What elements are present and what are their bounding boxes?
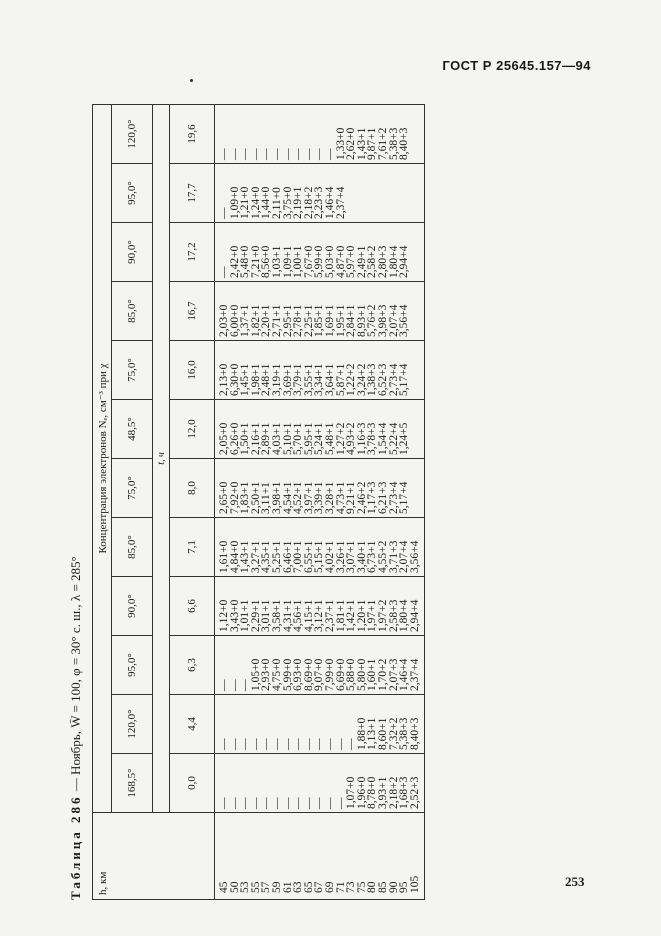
chi-header: 120,0° — [112, 105, 153, 164]
cell-value: 2,78+1 — [292, 304, 305, 337]
height-value: 90 — [387, 881, 400, 893]
cell-value: 5,38+3 — [387, 127, 400, 160]
cell-value: 3,01+1 — [260, 599, 273, 632]
cell-value: 2,23+3 — [313, 186, 326, 219]
data-column — [215, 282, 425, 341]
page-number: 253 — [565, 874, 585, 889]
cell-value: 5,17+4 — [398, 481, 411, 514]
h-column-header: h, км — [93, 813, 215, 900]
cell-value: 2,07+4 — [398, 540, 411, 573]
cell-value: — — [218, 797, 230, 809]
cell-value: 1,45+1 — [239, 363, 252, 396]
cell-value: 6,55+1 — [302, 540, 315, 573]
cell-value: — — [218, 738, 230, 750]
time-value: 6,6 — [170, 577, 215, 636]
cell-value: 1,69+1 — [323, 304, 336, 337]
cell-value: 3,27+1 — [249, 540, 262, 573]
cell-value: — — [260, 797, 273, 809]
cell-value: 3,64+1 — [323, 363, 336, 396]
cell-value: 1,95+1 — [334, 304, 347, 337]
time-label-row — [153, 105, 170, 900]
cell-value: 4,84+0 — [228, 540, 241, 573]
cell-value: 3,34+1 — [313, 363, 326, 396]
cell-value: 3,28+1 — [323, 481, 336, 514]
cell-value: 1,46+4 — [323, 186, 336, 219]
data-column — [215, 636, 425, 695]
cell-value: 3,56+4 — [408, 540, 421, 573]
chi-header: 85,0° — [112, 282, 153, 341]
cell-value: 4,87+0 — [334, 245, 347, 278]
cell-value: 1,24+5 — [398, 422, 411, 455]
cell-value: 9,21+1 — [345, 481, 358, 514]
chi-header: 75,0° — [112, 459, 153, 518]
height-column — [215, 813, 425, 900]
cell-value: 2,73+4 — [387, 363, 400, 396]
cell-value: — — [218, 679, 230, 691]
cell-value: — — [281, 738, 294, 750]
header-row-concentration — [93, 105, 112, 900]
cell-value: — — [313, 738, 326, 750]
caption-text: — Ноябрь, W̄ = 100, φ = 30° с. ш., λ = 285° — [68, 556, 83, 795]
cell-value: 2,80+3 — [376, 245, 389, 278]
cell-value: 3,79+1 — [292, 363, 305, 396]
chi-header: 95,0° — [112, 636, 153, 695]
cell-value: 3,43+0 — [228, 599, 241, 632]
cell-value: 1,38+3 — [366, 363, 379, 396]
cell-value: 1,61+0 — [218, 540, 230, 573]
cell-value: 3,56+4 — [398, 304, 411, 337]
cell-value: 2,49+1 — [355, 245, 368, 278]
cell-value: 4,73+1 — [334, 481, 347, 514]
cell-value: — — [239, 679, 252, 691]
time-row — [170, 105, 215, 900]
cell-value: 5,10+1 — [281, 422, 294, 455]
cell-value: — — [270, 148, 283, 160]
cell-value: 1,16+3 — [355, 422, 368, 455]
cell-value: 1,98+1 — [249, 363, 262, 396]
height-value: 65 — [302, 881, 315, 893]
cell-value: 6,52+3 — [376, 363, 389, 396]
cell-value: 1,80+4 — [398, 599, 411, 632]
cell-value: 1,00+1 — [292, 245, 305, 278]
cell-value: 3,97+1 — [302, 481, 315, 514]
cell-value: 3,12+1 — [313, 599, 326, 632]
cell-value: 3,24+2 — [355, 363, 368, 396]
chi-header: 95,0° — [112, 164, 153, 223]
cell-value: — — [218, 207, 230, 219]
cell-value: 7,99+0 — [323, 658, 336, 691]
cell-value: 4,54+1 — [281, 481, 294, 514]
cell-value — [389, 167, 400, 219]
cell-value: 3,78+3 — [366, 422, 379, 455]
cell-value: 1,97+1 — [366, 599, 379, 632]
cell-value: 2,37+4 — [334, 186, 347, 219]
cell-value: 7,61+2 — [376, 127, 389, 160]
cell-value: 8,40+3 — [398, 127, 411, 160]
cell-value: — — [334, 738, 347, 750]
cell-value: 7,32+2 — [387, 717, 400, 750]
time-value: 16,7 — [170, 282, 215, 341]
data-column — [215, 341, 425, 400]
cell-value: 1,20+1 — [355, 599, 368, 632]
cell-value: 1,01+1 — [239, 599, 252, 632]
cell-value: — — [323, 148, 336, 160]
cell-value: 2,89+1 — [260, 422, 273, 455]
cell-value: 1,24+0 — [249, 186, 262, 219]
data-table — [92, 104, 425, 900]
chi-header: 168,5° — [112, 754, 153, 813]
cell-value: 5,80+0 — [355, 658, 368, 691]
cell-value: 7,21+0 — [249, 245, 262, 278]
cell-value: — — [228, 738, 241, 750]
height-value: 75 — [355, 881, 368, 893]
cell-value: 3,26+1 — [334, 540, 347, 573]
cell-value: 4,55+2 — [376, 540, 389, 573]
cell-value: 8,69+0 — [302, 658, 315, 691]
cell-value: 3,98+3 — [376, 304, 389, 337]
height-value: 105 — [408, 875, 421, 893]
data-column — [215, 400, 425, 459]
cell-value: 7,00+1 — [292, 540, 305, 573]
data-column — [215, 695, 425, 754]
cell-value: 4,02+1 — [323, 540, 336, 573]
height-value: 61 — [281, 881, 294, 893]
data-column — [215, 577, 425, 636]
cell-value: 1,37+1 — [239, 304, 252, 337]
cell-value: 2,07+3 — [387, 658, 400, 691]
cell-value: 9,87+1 — [366, 127, 379, 160]
cell-value: — — [218, 148, 230, 160]
cell-value: 5,03+0 — [323, 245, 336, 278]
cell-value: 2,48+1 — [260, 363, 273, 396]
cell-value: 6,46+1 — [281, 540, 294, 573]
cell-value: 6,21+3 — [376, 481, 389, 514]
cell-value: 5,48+1 — [323, 422, 336, 455]
cell-value: 1,09+0 — [228, 186, 241, 219]
chi-header: 90,0° — [112, 577, 153, 636]
cell-value: 3,98+1 — [270, 481, 283, 514]
cell-value: 2,11+0 — [270, 187, 283, 219]
cell-value: — — [249, 738, 262, 750]
cell-value — [367, 167, 378, 219]
cell-value — [357, 167, 368, 219]
cell-value: 1,96+0 — [355, 776, 368, 809]
cell-value: 2,46+2 — [355, 481, 368, 514]
cell-value: 3,58+1 — [270, 599, 283, 632]
cell-value: 5,70+1 — [292, 422, 305, 455]
height-value: 67 — [313, 881, 326, 893]
cell-value: — — [260, 738, 273, 750]
cell-value: 5,99+0 — [313, 245, 326, 278]
data-column — [215, 518, 425, 577]
cell-value: 5,17+4 — [398, 363, 411, 396]
cell-value: 1,17+3 — [366, 481, 379, 514]
time-value: 16,0 — [170, 341, 215, 400]
table-caption — [68, 556, 84, 900]
cell-value: — — [323, 738, 336, 750]
cell-value: 2,19+1 — [292, 186, 305, 219]
cell-value: 6,30+0 — [228, 363, 241, 396]
time-value: 12,0 — [170, 400, 215, 459]
cell-value: 5,99+0 — [281, 658, 294, 691]
cell-value: — — [292, 148, 305, 160]
cell-value: 5,76+2 — [366, 304, 379, 337]
time-value: 7,1 — [170, 518, 215, 577]
cell-value: 2,16+1 — [249, 422, 262, 455]
cell-value: 3,93+1 — [376, 776, 389, 809]
cell-value: 8,93+1 — [355, 304, 368, 337]
cell-value: 1,83+1 — [239, 481, 252, 514]
cell-value: 1,81+1 — [334, 599, 347, 632]
height-value: 85 — [376, 881, 389, 893]
cell-value: — — [302, 797, 315, 809]
cell-value: — — [302, 148, 315, 160]
height-value: 57 — [260, 881, 273, 893]
cell-value — [378, 167, 389, 219]
cell-value: — — [270, 738, 283, 750]
cell-value: 2,03+0 — [218, 304, 230, 337]
cell-value: 5,95+1 — [302, 422, 315, 455]
cell-value: 2,84+1 — [345, 304, 358, 337]
cell-value: 3,71+3 — [387, 540, 400, 573]
cell-value: 3,75+0 — [281, 186, 294, 219]
cell-value: 4,15+1 — [302, 599, 315, 632]
cell-value: 2,94+4 — [398, 245, 411, 278]
height-value: 71 — [334, 881, 347, 893]
cell-value: 1,21+0 — [239, 186, 252, 219]
cell-value: 5,22+4 — [387, 422, 400, 455]
cell-value: 1,80+4 — [387, 245, 400, 278]
cell-value: 1,05+0 — [249, 658, 262, 691]
cell-value: 3,07+1 — [345, 540, 358, 573]
cell-value — [346, 167, 357, 219]
cell-value: 1,50+1 — [239, 422, 252, 455]
cell-value: 1,07+0 — [345, 776, 358, 809]
height-value: 50 — [228, 881, 241, 893]
cell-value: 3,40+1 — [355, 540, 368, 573]
cell-value: 2,25+1 — [302, 304, 315, 337]
data-column — [215, 754, 425, 813]
cell-value: 1,54+4 — [376, 422, 389, 455]
chi-header: 90,0° — [112, 223, 153, 282]
cell-value — [410, 403, 421, 455]
cell-value: 1,03+1 — [270, 245, 283, 278]
cell-value — [410, 167, 421, 219]
data-column — [215, 105, 425, 164]
cell-value: 1,88+0 — [355, 717, 368, 750]
height-value: 53 — [239, 881, 252, 893]
cell-value: 6,69+0 — [334, 658, 347, 691]
cell-value: 7,67+0 — [302, 245, 315, 278]
cell-value: — — [334, 797, 347, 809]
cell-value: 6,93+0 — [292, 658, 305, 691]
cell-value: — — [313, 797, 326, 809]
data-column — [215, 223, 425, 282]
cell-value: 9,07+0 — [313, 658, 326, 691]
cell-value: 2,37+4 — [408, 658, 421, 691]
chi-header: 75,0° — [112, 341, 153, 400]
cell-value: — — [249, 148, 262, 160]
cell-value — [410, 226, 421, 278]
cell-value: 5,87+1 — [334, 363, 347, 396]
cell-value: 4,31+1 — [281, 599, 294, 632]
cell-value: 2,52+3 — [408, 776, 421, 809]
time-value: 4,4 — [170, 695, 215, 754]
cell-value: 5,48+0 — [239, 245, 252, 278]
cell-value: 2,37+1 — [323, 599, 336, 632]
cell-value: 2,05+0 — [218, 422, 230, 455]
cell-value: 1,60+1 — [366, 658, 379, 691]
chi-header: 120,0° — [112, 695, 153, 754]
cell-value: 2,93+0 — [260, 658, 273, 691]
cell-value: 2,42+0 — [228, 245, 241, 278]
cell-value — [410, 344, 421, 396]
height-value: 55 — [249, 881, 262, 893]
cell-value: 5,24+1 — [313, 422, 326, 455]
cell-value: 3,19+1 — [270, 363, 283, 396]
data-column — [215, 164, 425, 223]
standard-header: ГОСТ Р 25645.157—94 — [442, 58, 591, 73]
cell-value: — — [218, 266, 230, 278]
time-value: 19,6 — [170, 105, 215, 164]
rotated-content — [60, 40, 620, 900]
cell-value: 2,94+4 — [408, 599, 421, 632]
cell-value: 2,13+0 — [218, 363, 230, 396]
cell-value: 2,20+1 — [260, 304, 273, 337]
cell-value: 3,39+1 — [313, 481, 326, 514]
cell-value: 1,68+3 — [398, 776, 411, 809]
cell-value: — — [249, 797, 262, 809]
height-value: 63 — [292, 881, 305, 893]
chi-row — [112, 105, 153, 900]
cell-value: 6,00+0 — [228, 304, 241, 337]
cell-value: 5,25+1 — [270, 540, 283, 573]
cell-value: 8,56+0 — [260, 245, 273, 278]
cell-value: 3,11+1 — [260, 482, 273, 514]
height-value: 45 — [218, 881, 230, 893]
cell-value: — — [313, 148, 326, 160]
time-label: t, ч — [153, 105, 170, 813]
cell-value: 1,44+0 — [260, 186, 273, 219]
cell-value: — — [228, 148, 241, 160]
cell-value: 2,58+3 — [387, 599, 400, 632]
cell-value: 2,73+4 — [387, 481, 400, 514]
chi-header: 48,5° — [112, 400, 153, 459]
cell-value: 5,97+0 — [345, 245, 358, 278]
cell-value: 3,69+1 — [281, 363, 294, 396]
cell-value: — — [228, 797, 241, 809]
cell-value: — — [281, 148, 294, 160]
time-value: 17,7 — [170, 164, 215, 223]
cell-value: — — [260, 148, 273, 160]
cell-value: 1,82+1 — [249, 304, 262, 337]
cell-value: 5,38+3 — [398, 717, 411, 750]
data-body-row — [215, 105, 425, 900]
cell-value — [399, 167, 410, 219]
cell-value — [410, 108, 421, 160]
height-value: 69 — [323, 881, 336, 893]
cell-value: — — [239, 738, 252, 750]
cell-value: — — [270, 797, 283, 809]
height-value: 80 — [366, 881, 379, 893]
cell-value: — — [292, 738, 305, 750]
cell-value: 5,15+1 — [313, 540, 326, 573]
cell-value: — — [292, 797, 305, 809]
cell-value: 1,13+1 — [366, 717, 379, 750]
cell-value: 8,60+1 — [376, 717, 389, 750]
cell-value: 2,58+2 — [366, 245, 379, 278]
cell-value: 4,93+2 — [345, 422, 358, 455]
cell-value: 2,65+0 — [218, 481, 230, 514]
cell-value: 2,18+2 — [387, 776, 400, 809]
cell-value: — — [345, 738, 358, 750]
cell-value: — — [239, 148, 252, 160]
cell-value: 1,42+1 — [345, 599, 358, 632]
time-value: 6,3 — [170, 636, 215, 695]
cell-value: 2,18+2 — [302, 186, 315, 219]
cell-value: — — [323, 797, 336, 809]
cell-value: 4,03+1 — [270, 422, 283, 455]
height-value: 59 — [270, 881, 283, 893]
chi-header: 85,0° — [112, 518, 153, 577]
cell-value: 2,07+4 — [387, 304, 400, 337]
cell-value: 2,29+1 — [249, 599, 262, 632]
cell-value: 6,26+0 — [228, 422, 241, 455]
cell-value: 1,33+0 — [334, 127, 347, 160]
cell-value: 4,52+1 — [292, 481, 305, 514]
cell-value: 8,40+3 — [408, 717, 421, 750]
height-value: 73 — [345, 881, 358, 893]
cell-value: 2,95+1 — [281, 304, 294, 337]
cell-value: 1,09+1 — [281, 245, 294, 278]
height-value: 95 — [398, 881, 411, 893]
concentration-header: Концентрация электронов Nₑ, см⁻³ при χ — [93, 105, 112, 813]
cell-value: 8,78+0 — [366, 776, 379, 809]
data-column — [215, 459, 425, 518]
cell-value: 1,43+1 — [355, 127, 368, 160]
cell-value: — — [228, 679, 241, 691]
cell-value: — — [281, 797, 294, 809]
cell-value: 2,62+0 — [345, 127, 358, 160]
cell-value: 1,70+2 — [376, 658, 389, 691]
cell-value: 4,56+1 — [292, 599, 305, 632]
cell-value: 6,73+1 — [366, 540, 379, 573]
cell-value: 7,92+0 — [228, 481, 241, 514]
cell-value: 1,27+2 — [334, 422, 347, 455]
cell-value: 2,50+1 — [249, 481, 262, 514]
cell-value: 4,35+1 — [260, 540, 273, 573]
cell-value: 1,43+1 — [239, 540, 252, 573]
cell-value: — — [302, 738, 315, 750]
cell-value: 1,46+4 — [398, 658, 411, 691]
cell-value: 1,22+2 — [345, 363, 358, 396]
time-value: 17,2 — [170, 223, 215, 282]
cell-value: 2,71+1 — [270, 304, 283, 337]
time-value: 0,0 — [170, 754, 215, 813]
cell-value: 1,12+0 — [218, 599, 230, 632]
time-value: 8,0 — [170, 459, 215, 518]
cell-value: 3,55+1 — [302, 363, 315, 396]
caption-prefix: Таблица 286 — [68, 794, 83, 900]
cell-value — [410, 462, 421, 514]
cell-value — [410, 285, 421, 337]
cell-value: — — [239, 797, 252, 809]
cell-value: 5,88+0 — [345, 658, 358, 691]
cell-value: 1,97+2 — [376, 599, 389, 632]
cell-value: 4,75+0 — [270, 658, 283, 691]
cell-value: 1,85+1 — [313, 304, 326, 337]
